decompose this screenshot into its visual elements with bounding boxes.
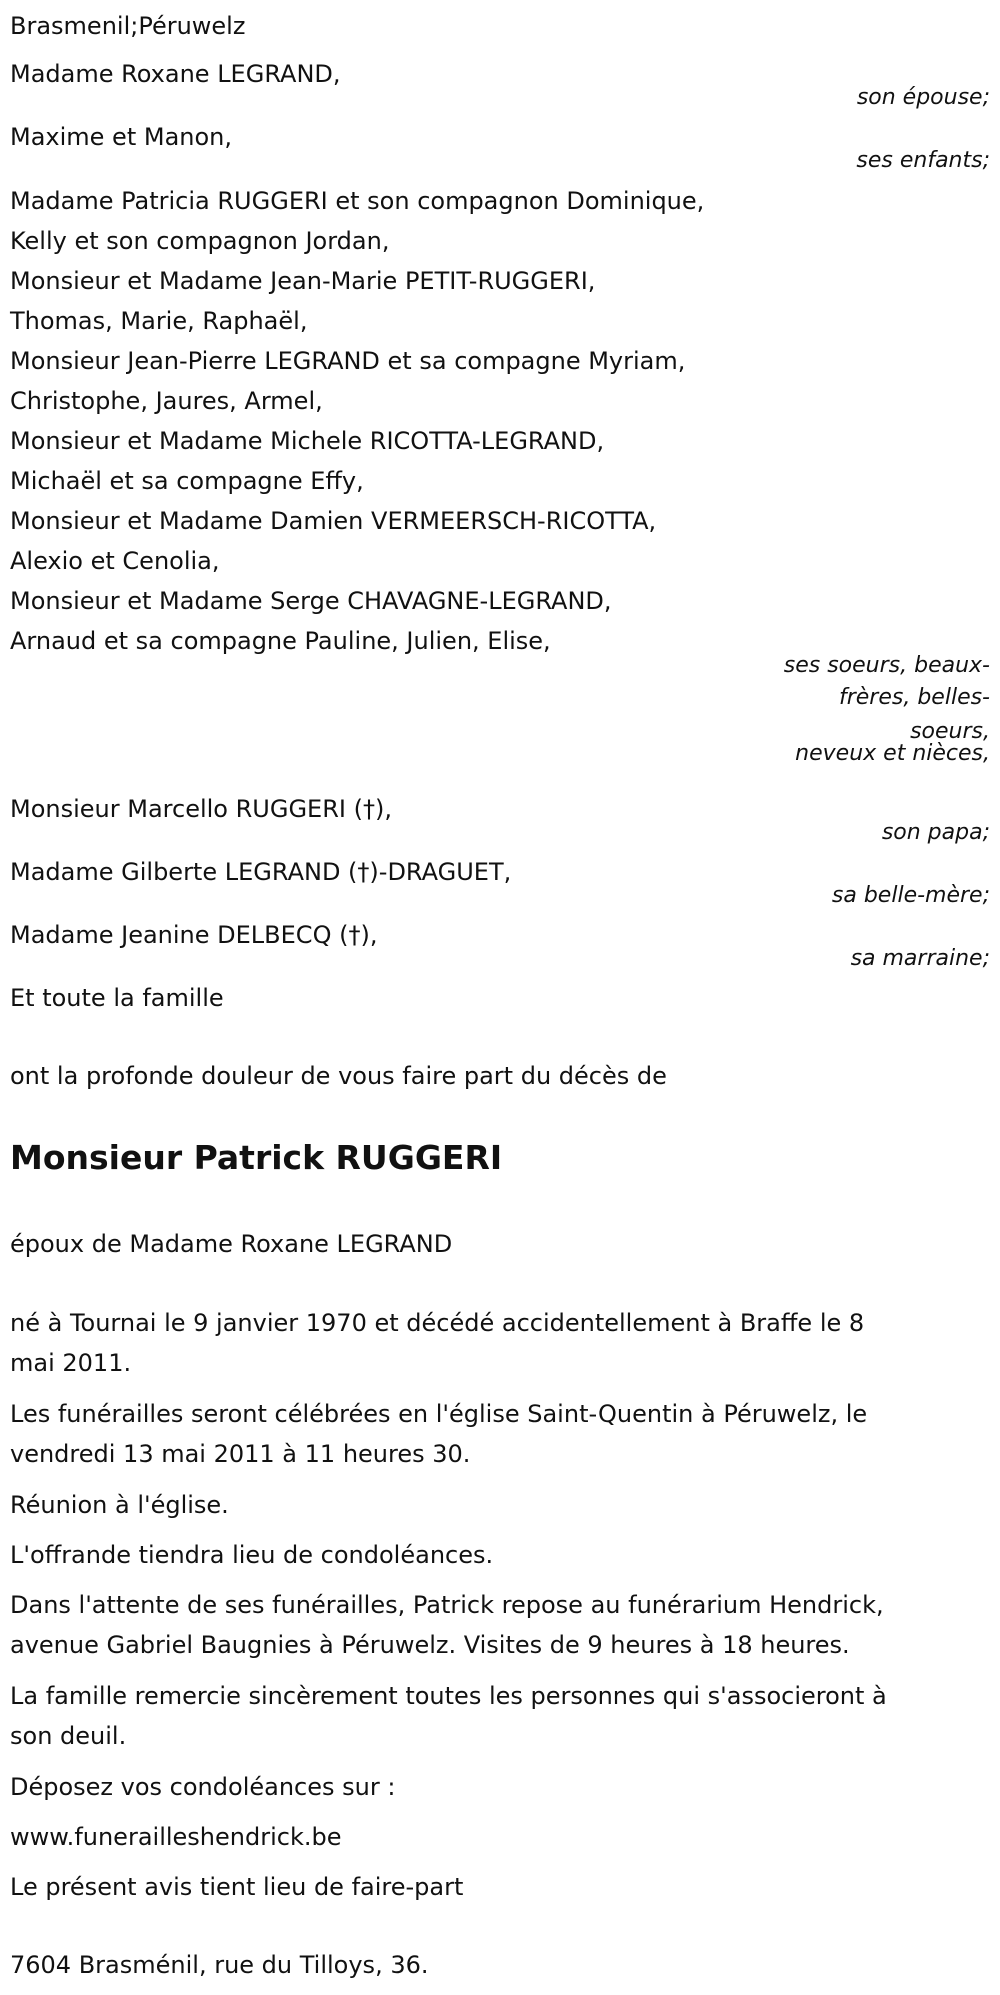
family-line: Monsieur et Madame Jean-Marie PETIT-RUGGERI, [10,267,596,295]
family-relation-line: neveux et nièces, [795,741,990,766]
relative-name-spouse: Madame Roxane LEGRAND, [10,60,341,88]
repose-line: Dans l'attente de ses funérailles, Patrick repose au funérarium Hendrick, [10,1591,884,1619]
relative-relation-mother-in-law: sa belle-mère; [831,883,990,908]
relative-relation-children: ses enfants; [856,148,990,173]
relative-relation-spouse: son épouse; [856,85,990,110]
location-header: Brasmenil;Péruwelz [10,12,246,40]
relative-name-children: Maxime et Manon, [10,123,233,151]
website-text: www.funerailleshendrick.be [10,1823,342,1851]
family-line: Kelly et son compagnon Jordan, [10,227,390,255]
relative-name-mother-in-law: Madame Gilberte LEGRAND (†)-DRAGUET, [10,858,512,886]
condolences-label: Déposez vos condoléances sur : [10,1773,396,1801]
family-line: Thomas, Marie, Raphaël, [10,307,308,335]
relative-name-father: Monsieur Marcello RUGGERI (†), [10,795,392,823]
family-line: Monsieur et Madame Damien VERMEERSCH-RICOTTA, [10,507,657,535]
thanks-line: son deuil. [10,1722,127,1750]
family-relation [750,650,990,766]
notice-text: Le présent avis tient lieu de faire-part [10,1873,464,1901]
family-relation-line: soeurs, [910,719,990,744]
birth-death-line: mai 2011. [10,1349,132,1377]
relative-name-godmother: Madame Jeanine DELBECQ (†), [10,921,378,949]
family-line: Monsieur et Madame Serge CHAVAGNE-LEGRAND, [10,587,612,615]
funeral-line: Les funérailles seront célébrées en l'église Saint-Quentin à Péruwelz, le [10,1400,868,1428]
repose-line: avenue Gabriel Baugnies à Péruwelz. Visites de 9 heures à 18 heures. [10,1631,850,1659]
family-relation-line: frères, belles- [838,685,990,710]
relative-relation-father: son papa; [881,820,990,845]
family-line: Monsieur et Madame Michele RICOTTA-LEGRAND, [10,427,605,455]
birth-death-line: né à Tournai le 9 janvier 1970 et décédé accidentellement à Braffe le 8 [10,1309,865,1337]
thanks-line: La famille remercie sincèrement toutes les personnes qui s'associeront à [10,1682,887,1710]
spouse-line: époux de Madame Roxane LEGRAND [10,1230,453,1258]
family-line: Arnaud et sa compagne Pauline, Julien, Elise, [10,627,551,655]
family-all: Et toute la famille [10,984,224,1012]
funeral-line: vendredi 13 mai 2011 à 11 heures 30. [10,1440,471,1468]
offering-info: L'offrande tiendra lieu de condoléances. [10,1541,494,1569]
family-line: Christophe, Jaures, Armel, [10,387,323,415]
family-line: Madame Patricia RUGGERI et son compagnon Dominique, [10,187,705,215]
announcement: ont la profonde douleur de vous faire part du décès de [10,1062,667,1090]
family-relation-line: ses soeurs, beaux- [783,653,990,678]
relative-relation-godmother: sa marraine; [850,946,990,971]
family-line: Alexio et Cenolia, [10,547,220,575]
deceased-name: Monsieur Patrick RUGGERI [10,1138,503,1177]
meeting-info: Réunion à l'église. [10,1491,229,1519]
family-line: Monsieur Jean-Pierre LEGRAND et sa compagne Myriam, [10,347,686,375]
family-line: Michaël et sa compagne Effy, [10,467,364,495]
address-text: 7604 Brasménil, rue du Tilloys, 36. [10,1951,429,1979]
